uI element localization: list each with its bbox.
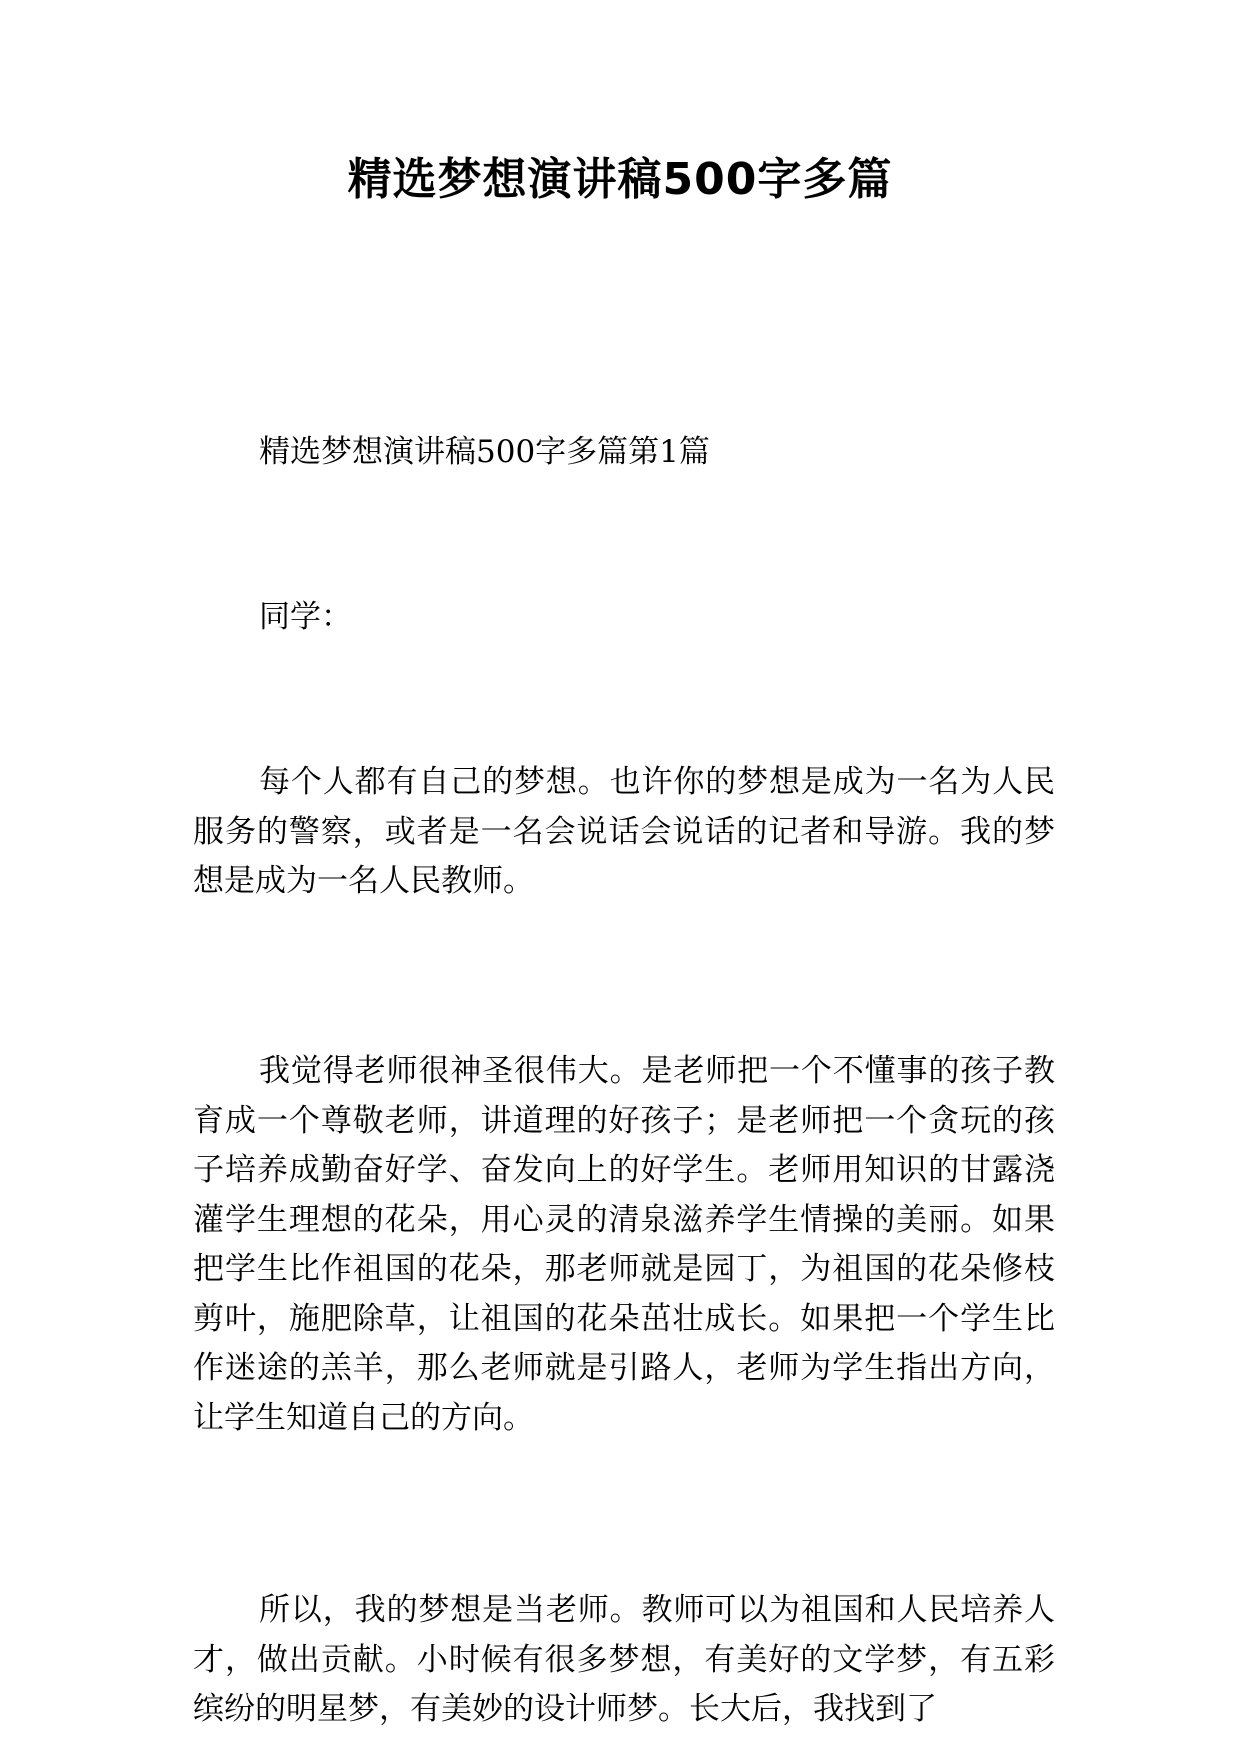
paragraph: 每个人都有自己的梦想。也许你的梦想是成为一名为人民服务的警察，或者是一名会说话会说话的记者和导游。我的梦想是成为一名人民教师。	[193, 764, 1055, 899]
section-heading: 精选梦想演讲稿500字多篇第1篇	[259, 434, 710, 470]
greeting: 同学：	[259, 599, 352, 635]
paragraph: 我觉得老师很神圣很伟大。是老师把一个不懂事的孩子教育成一个尊敬老师，讲道理的好孩子；是老师把一个贪玩的孩子培养成勤奋好学、奋发向上的好学生。老师用知识的甘露浇灌学生理想的花朵，用心灵的清泉滋养学生情操的美丽。如果把学生比作祖国的花朵，那老师就是园丁，为祖国的花朵修枝剪叶，施肥除草，让祖国的花朵茁壮成长。如果把一个学生比作迷途的羔羊，那么老师就是引路人，老师为学生指出方向，让学生知道自己的方向。	[193, 1053, 1055, 1436]
paragraph: 所以，我的梦想是当老师。教师可以为祖国和人民培养人才，做出贡献。小时候有很多梦想，有美好的文学梦，有五彩缤纷的明星梦，有美妙的设计师梦。长大后，我找到了	[193, 1592, 1055, 1727]
document-title: 精选梦想演讲稿500字多篇	[347, 154, 893, 205]
